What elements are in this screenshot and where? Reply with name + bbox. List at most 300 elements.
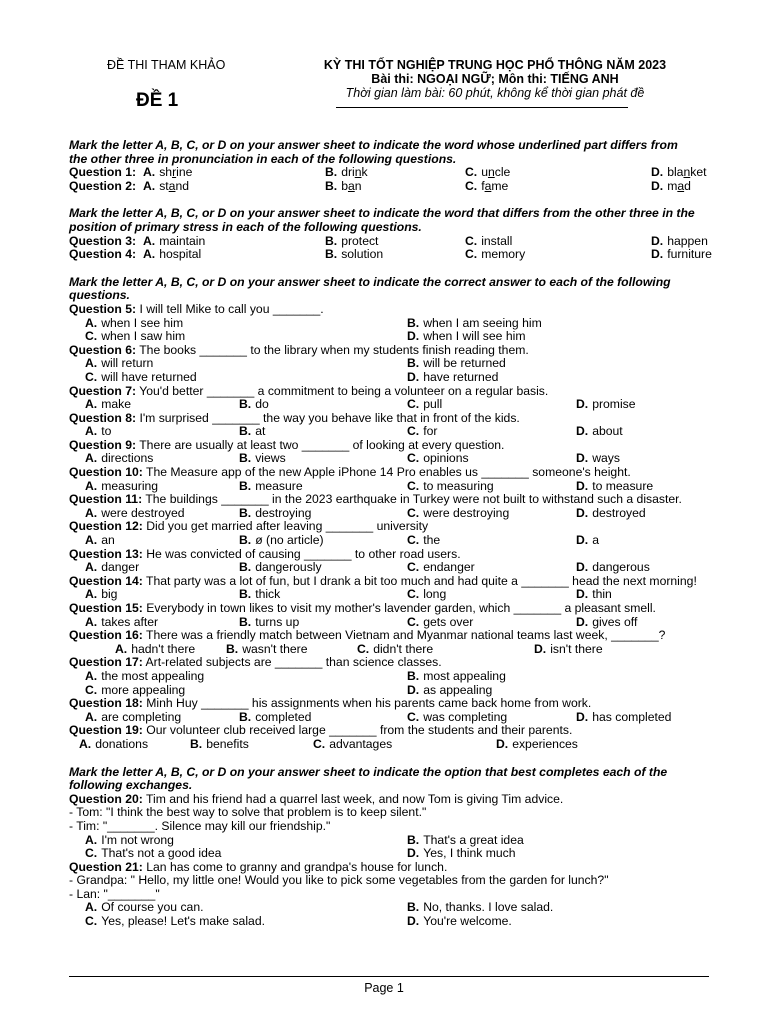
question — [69, 575, 697, 602]
question-label: Question 11: — [69, 492, 143, 507]
option-letter: A. — [85, 478, 98, 493]
option-text: when I will see him — [423, 329, 526, 344]
question-text: That party was a lot of fun, but I drank a bit too much and had quite a _______ head the next morning! — [146, 573, 697, 588]
answer-option[interactable] — [407, 317, 542, 331]
answer-option[interactable] — [407, 534, 440, 548]
answer-option[interactable] — [226, 643, 308, 657]
option-text: the most appealing — [101, 668, 205, 683]
question-stem — [69, 520, 697, 534]
answer-option[interactable] — [651, 248, 712, 262]
option-letter: B. — [407, 900, 420, 915]
question-label: Question 5: — [69, 301, 137, 316]
question-row — [69, 165, 707, 180]
option-text: me — [491, 178, 509, 193]
question-label: Question 21: — [69, 859, 143, 874]
option-letter: C. — [407, 451, 420, 466]
option-text: measure — [255, 478, 303, 493]
question-text: Tim and his friend had a quarrel last week, and now Tom is giving Tim advice. — [146, 791, 564, 806]
option-text: about — [592, 424, 623, 439]
options-row — [69, 711, 697, 725]
answer-option[interactable] — [651, 235, 708, 249]
option-letter: A. — [85, 533, 98, 548]
answer-option[interactable] — [325, 166, 368, 180]
answer-option[interactable] — [407, 915, 512, 929]
option-letter: D. — [407, 914, 420, 929]
answer-option[interactable] — [576, 588, 612, 602]
question-text: There are usually at least two _______ of looking at every question. — [139, 437, 505, 452]
option-letter: B. — [239, 451, 252, 466]
answer-option[interactable] — [407, 507, 509, 521]
answer-option[interactable] — [85, 670, 204, 684]
option-letter: A. — [143, 165, 156, 180]
option-letter: B. — [226, 641, 239, 656]
option-text: maintain — [159, 233, 206, 248]
option-text: That's not a good idea — [101, 846, 222, 861]
answer-option[interactable] — [85, 684, 185, 698]
option-text: takes after — [101, 614, 159, 629]
answer-option[interactable] — [407, 371, 498, 385]
answer-option[interactable] — [407, 561, 475, 575]
answer-option[interactable] — [465, 248, 525, 262]
options-row — [69, 371, 697, 385]
option-letter: D. — [576, 424, 589, 439]
option-text: b — [341, 178, 348, 193]
answer-option[interactable] — [576, 452, 620, 466]
option-text: didn't there — [373, 641, 434, 656]
exam-time: Thời gian làm bài: 60 phút, không kể thời gian phát đề — [345, 86, 645, 100]
header-divider — [336, 107, 628, 108]
option-text: pull — [423, 397, 443, 412]
options-row — [69, 834, 697, 848]
option-text: big — [101, 587, 118, 602]
option-text: ine — [176, 165, 193, 180]
option-text: No, thanks. I love salad. — [423, 900, 554, 915]
option-letter: C. — [465, 233, 478, 248]
options-row — [69, 847, 697, 861]
answer-option[interactable] — [407, 901, 553, 915]
question — [69, 466, 697, 493]
question-stem — [69, 493, 697, 507]
answer-option[interactable] — [239, 588, 280, 602]
dialogue-line: - Tim: "_______. Silence may kill our friendship." — [69, 818, 331, 833]
option-text: You're welcome. — [423, 914, 512, 929]
answer-option[interactable] — [85, 425, 111, 439]
option-text: Yes, please! Let's make salad. — [101, 914, 265, 929]
options-row — [69, 534, 697, 548]
answer-option[interactable] — [85, 480, 158, 494]
option-letter: A. — [85, 397, 98, 412]
answer-option[interactable] — [651, 180, 691, 194]
option-letter: B. — [407, 668, 420, 683]
dialogue-line: - Tom: "I think the best way to solve that problem is to keep silent." — [69, 805, 427, 820]
answer-option[interactable] — [143, 166, 192, 180]
option-letter: C. — [85, 846, 98, 861]
option-text: to — [101, 424, 112, 439]
option-text: benefits — [206, 736, 249, 751]
options-row — [69, 915, 697, 929]
page-number: Page 1 — [364, 981, 404, 995]
answer-option[interactable] — [407, 480, 494, 494]
option-text: bla — [667, 165, 684, 180]
answer-option[interactable] — [143, 248, 201, 262]
answer-option[interactable] — [496, 738, 578, 752]
answer-option[interactable] — [325, 248, 383, 262]
question-stem — [69, 466, 697, 480]
option-letter: C. — [313, 736, 326, 751]
option-text: n — [354, 178, 362, 193]
answer-option[interactable] — [85, 901, 203, 915]
option-text: when I am seeing him — [423, 315, 542, 330]
options-row — [69, 425, 697, 439]
option-text: solution — [341, 247, 384, 262]
answer-option[interactable] — [407, 588, 446, 602]
option-text: Of course you can. — [101, 900, 204, 915]
option-text: are completing — [101, 709, 182, 724]
underlined-part: n — [487, 165, 495, 180]
answer-option[interactable] — [239, 480, 303, 494]
question-text: Everybody in town likes to visit my mother's lavender garden, which _______ a pleasant smell. — [146, 601, 656, 615]
option-text: measuring — [101, 478, 159, 493]
option-letter: D. — [651, 233, 664, 248]
option-text: advantages — [329, 736, 393, 751]
options-row — [69, 330, 697, 344]
option-letter: D. — [576, 505, 589, 520]
answer-option[interactable] — [85, 588, 117, 602]
answer-option[interactable] — [407, 425, 437, 439]
question-label: Question 4: — [69, 247, 137, 262]
answer-option[interactable] — [239, 561, 322, 575]
question — [69, 493, 697, 520]
option-text: gets over — [423, 614, 474, 629]
option-text: will return — [101, 356, 154, 371]
question-label: Question 18: — [69, 696, 143, 711]
option-text: directions — [101, 451, 154, 466]
answer-option[interactable] — [407, 684, 492, 698]
dialogue-line: - Grandpa: " Hello, my little one! Would you like to pick some vegetables from the garden for lunch?" — [69, 873, 609, 888]
question — [69, 520, 697, 547]
question-label: Question 7: — [69, 383, 137, 398]
answer-option[interactable] — [85, 452, 153, 466]
option-letter: A. — [143, 247, 156, 262]
option-letter: A. — [85, 451, 98, 466]
option-letter: C. — [407, 397, 420, 412]
question — [69, 247, 712, 262]
option-text: dangerous — [592, 560, 650, 575]
question-label: Question 2: — [69, 178, 137, 193]
option-text: a — [592, 533, 599, 548]
exam-content — [69, 138, 712, 929]
answer-option[interactable] — [357, 643, 433, 657]
dialogue-line: - Lan: "_______" — [69, 886, 160, 901]
question — [69, 233, 708, 249]
question-text: He was convicted of causing _______ to other road users. — [146, 546, 461, 561]
answer-option[interactable] — [313, 738, 392, 752]
option-letter: B. — [239, 614, 252, 629]
option-text: memory — [481, 247, 526, 262]
answer-option[interactable] — [79, 738, 148, 752]
option-text: was completing — [423, 709, 508, 724]
answer-option[interactable] — [85, 357, 153, 371]
answer-option[interactable] — [407, 711, 507, 725]
option-text: opinions — [423, 451, 469, 466]
option-letter: D. — [534, 641, 547, 656]
option-letter: D. — [576, 478, 589, 493]
question-label: Question 14: — [69, 573, 143, 588]
answer-option[interactable] — [576, 711, 671, 725]
answer-option[interactable] — [465, 235, 512, 249]
option-letter: B. — [239, 505, 252, 520]
option-letter: A. — [85, 587, 98, 602]
question-stem — [69, 724, 697, 738]
option-text: as appealing — [423, 682, 493, 697]
option-text: have returned — [423, 369, 499, 384]
question-label: Question 1: — [69, 165, 137, 180]
underlined-part: a — [484, 178, 492, 193]
option-letter: A. — [85, 832, 98, 847]
question-stem — [69, 575, 697, 589]
option-text: wasn't there — [242, 641, 308, 656]
answer-option[interactable] — [85, 915, 265, 929]
answer-option[interactable] — [407, 847, 516, 861]
option-letter: C. — [407, 424, 420, 439]
option-text: endanger — [423, 560, 475, 575]
question — [69, 602, 697, 629]
question — [69, 439, 697, 466]
option-text: install — [481, 233, 513, 248]
option-text: I'm not wrong — [101, 832, 174, 847]
option-text: were destroyed — [101, 505, 185, 520]
answer-option[interactable] — [325, 235, 378, 249]
option-letter: D. — [407, 682, 420, 697]
question — [69, 548, 697, 575]
answer-option[interactable] — [239, 507, 311, 521]
option-text: the — [423, 533, 441, 548]
answer-option[interactable] — [190, 738, 249, 752]
question-stem — [69, 861, 697, 875]
question-stem — [69, 656, 697, 670]
answer-option[interactable] — [239, 398, 269, 412]
answer-option[interactable] — [85, 317, 183, 331]
question-label: Question 19: — [69, 723, 143, 738]
exam-number: ĐỀ 1 — [136, 90, 179, 111]
question — [69, 165, 707, 180]
answer-option[interactable] — [407, 670, 506, 684]
option-text: u — [481, 165, 488, 180]
question-stem — [69, 303, 697, 317]
option-letter: C. — [465, 178, 478, 193]
options-row — [69, 561, 697, 575]
answer-option[interactable] — [465, 166, 510, 180]
question — [69, 344, 697, 385]
option-text: ø (no article) — [255, 533, 324, 548]
option-letter: B. — [325, 178, 338, 193]
answer-option[interactable] — [115, 643, 195, 657]
option-letter: B. — [239, 587, 252, 602]
option-text: has completed — [592, 709, 672, 724]
answer-option[interactable] — [576, 507, 646, 521]
answer-option[interactable] — [465, 180, 508, 194]
answer-option[interactable] — [143, 180, 189, 194]
option-text: isn't there — [550, 641, 603, 656]
question-stem — [69, 629, 697, 643]
answer-option[interactable] — [407, 616, 473, 630]
answer-option[interactable] — [85, 330, 185, 344]
option-letter: D. — [576, 397, 589, 412]
option-text: Yes, I think much — [423, 846, 516, 861]
answer-option[interactable] — [576, 534, 599, 548]
answer-option[interactable] — [576, 480, 653, 494]
option-letter: D. — [576, 614, 589, 629]
option-text: ket — [690, 165, 707, 180]
option-letter: D. — [407, 369, 420, 384]
answer-option[interactable] — [407, 834, 524, 848]
options-row — [69, 901, 697, 915]
question-text: Lan has come to granny and grandpa's house for lunch. — [146, 859, 448, 874]
option-text: will be returned — [423, 356, 506, 371]
answer-option[interactable] — [407, 357, 506, 371]
question-stem — [69, 412, 697, 426]
option-text: That's a great idea — [423, 832, 524, 847]
option-text: when I saw him — [101, 329, 186, 344]
option-text: hadn't there — [131, 641, 196, 656]
option-letter: C. — [407, 709, 420, 724]
question-stem — [69, 793, 697, 807]
section-instruction: Mark the letter A, B, C, or D on your answer sheet to indicate the correct answer to each of the following questions. — [69, 274, 671, 303]
answer-option[interactable] — [85, 834, 174, 848]
answer-option[interactable] — [85, 534, 115, 548]
question-label: Question 10: — [69, 465, 143, 480]
answer-option[interactable] — [576, 425, 623, 439]
question-label: Question 17: — [69, 655, 143, 670]
answer-option[interactable] — [85, 561, 139, 575]
option-letter: C. — [465, 247, 478, 262]
exam-subject: Bài thi: NGOẠI NGỮ; Môn thi: TIẾNG ANH — [371, 72, 619, 86]
option-letter: B. — [239, 560, 252, 575]
option-letter: C. — [357, 641, 370, 656]
question-row — [69, 233, 708, 249]
option-letter: B. — [325, 165, 338, 180]
answer-option[interactable] — [239, 425, 265, 439]
answer-option[interactable] — [239, 452, 286, 466]
option-letter: B. — [239, 478, 252, 493]
option-letter: D. — [407, 329, 420, 344]
option-letter: B. — [190, 736, 203, 751]
answer-option[interactable] — [651, 166, 707, 180]
option-letter: D. — [576, 709, 589, 724]
question-text: Did you get married after leaving _______ university — [146, 519, 429, 534]
question — [69, 697, 697, 724]
answer-option[interactable] — [325, 180, 362, 194]
option-letter: C. — [85, 914, 98, 929]
option-letter: D. — [576, 533, 589, 548]
reference-exam-label: ĐỀ THI THAM KHẢO — [107, 58, 226, 72]
answer-option[interactable] — [407, 398, 442, 412]
option-letter: C. — [407, 587, 420, 602]
option-letter: B. — [325, 233, 338, 248]
question — [69, 303, 697, 344]
underlined-part: a — [677, 178, 685, 193]
options-row — [69, 357, 697, 371]
options-row — [69, 398, 697, 412]
question-stem — [69, 344, 697, 358]
exam-name: KỲ THI TỐT NGHIỆP TRUNG HỌC PHỔ THÔNG NĂM 2023 — [323, 58, 667, 72]
question-label: Question 8: — [69, 410, 137, 425]
option-letter: A. — [85, 315, 98, 330]
question-label: Question 16: — [69, 628, 143, 643]
option-text: make — [101, 397, 131, 412]
option-text: dri — [341, 165, 355, 180]
option-letter: D. — [496, 736, 509, 751]
option-text: gives off — [592, 614, 638, 629]
option-text: protect — [341, 233, 379, 248]
option-text: danger — [101, 560, 140, 575]
option-text: thick — [255, 587, 281, 602]
question — [69, 724, 697, 751]
option-text: dangerously — [255, 560, 322, 575]
question — [69, 385, 697, 412]
option-text: more appealing — [101, 682, 186, 697]
answer-option[interactable] — [576, 561, 650, 575]
option-text: st — [159, 178, 169, 193]
question — [69, 656, 697, 697]
answer-option[interactable] — [143, 235, 205, 249]
options-row — [69, 643, 697, 657]
answer-option[interactable] — [85, 507, 185, 521]
question-label: Question 3: — [69, 233, 137, 248]
answer-option[interactable] — [407, 330, 525, 344]
option-letter: D. — [407, 846, 420, 861]
answer-option[interactable] — [576, 398, 636, 412]
option-letter: C. — [85, 369, 98, 384]
answer-option[interactable] — [534, 643, 603, 657]
answer-option[interactable] — [239, 616, 299, 630]
answer-option[interactable] — [85, 371, 197, 385]
option-text: k — [361, 165, 368, 180]
question-text: You'd better _______ a commitment to being a volunteer on a regular basis. — [139, 383, 549, 398]
answer-option[interactable] — [85, 711, 181, 725]
underlined-part: n — [683, 165, 691, 180]
option-letter: A. — [85, 505, 98, 520]
options-row — [69, 507, 697, 521]
option-text: happen — [667, 233, 708, 248]
option-text: ways — [592, 451, 620, 466]
question-text: Our volunteer club received large _______ from the students and their parents. — [146, 723, 573, 738]
option-text: destroyed — [592, 505, 646, 520]
answer-option[interactable] — [576, 616, 637, 630]
option-text: an — [101, 533, 115, 548]
answer-option[interactable] — [239, 711, 311, 725]
question — [69, 861, 697, 929]
answer-option[interactable] — [85, 847, 221, 861]
option-letter: A. — [85, 900, 98, 915]
section-instruction: Mark the letter A, B, C, or D on your answer sheet to indicate the word that differs from the other three in the position of primary stress in each of the following questions. — [69, 206, 695, 234]
options-row — [69, 452, 697, 466]
option-letter: A. — [85, 424, 98, 439]
option-text: turns up — [255, 614, 300, 629]
answer-option[interactable] — [407, 452, 469, 466]
answer-option[interactable] — [85, 398, 131, 412]
answer-option[interactable] — [85, 616, 158, 630]
question-label: Question 15: — [69, 601, 143, 615]
question-stem — [69, 697, 697, 711]
option-text: at — [255, 424, 266, 439]
option-letter: C. — [407, 478, 420, 493]
question-stem — [69, 602, 697, 616]
question-stem — [69, 439, 697, 453]
question — [69, 180, 697, 194]
option-letter: D. — [651, 247, 664, 262]
answer-option[interactable] — [239, 534, 324, 548]
